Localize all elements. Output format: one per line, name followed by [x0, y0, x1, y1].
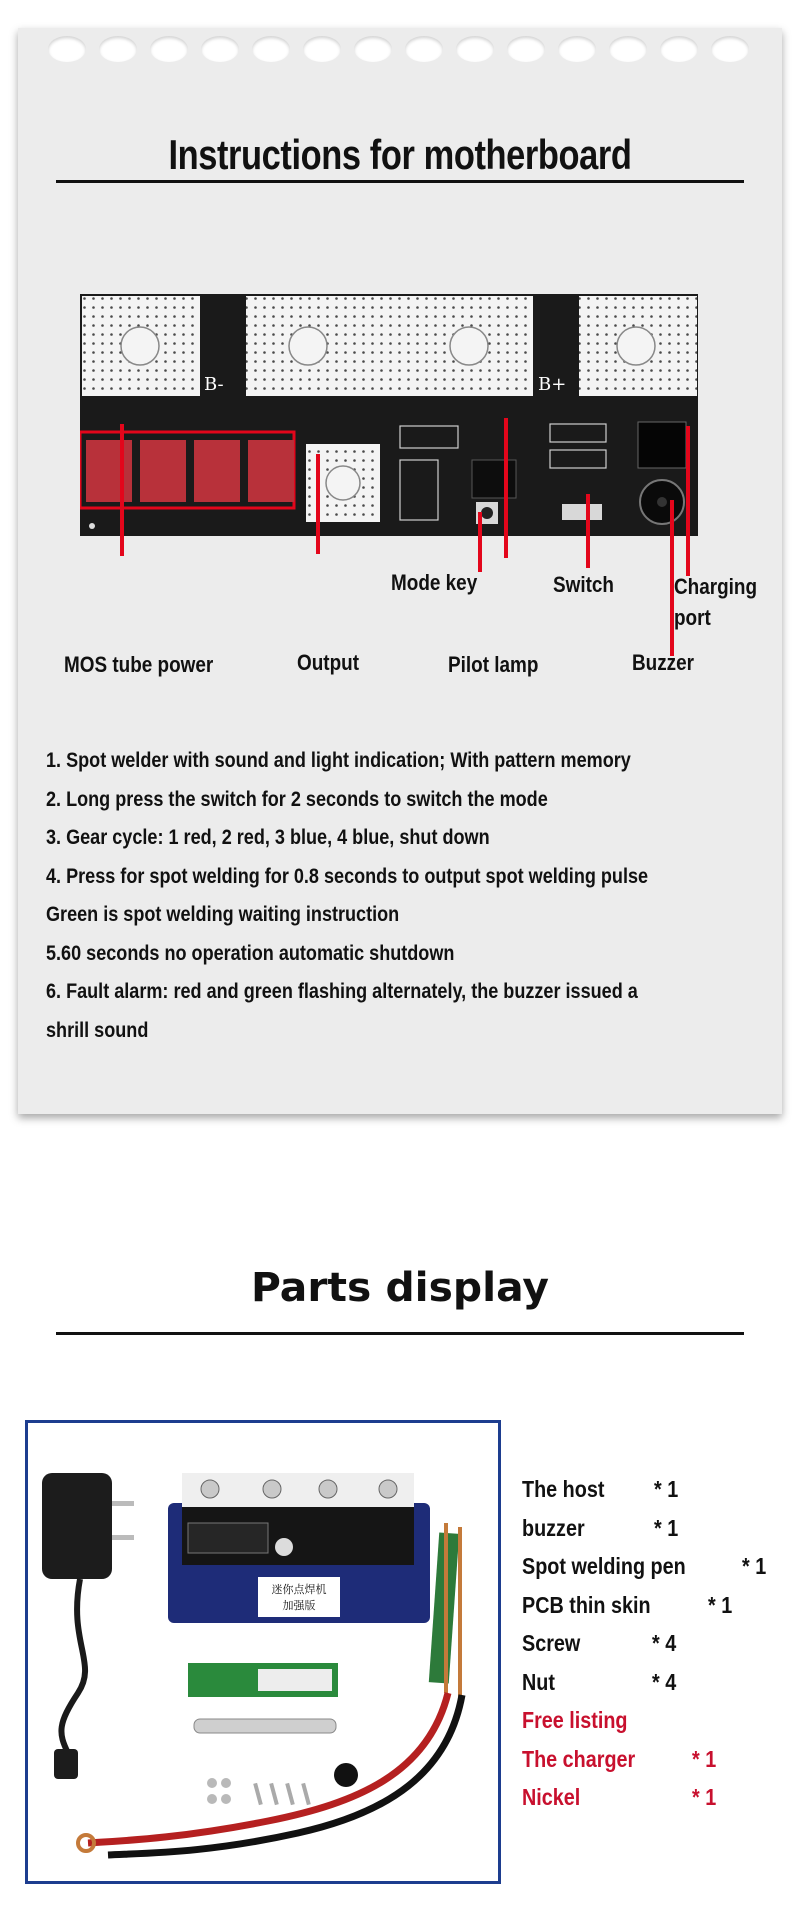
charging-port-label-line2: port [674, 605, 711, 630]
parts-photo [25, 1420, 501, 1884]
bag-label-line1: 迷你点焊机 [271, 1583, 327, 1596]
part-name: Nickel [522, 1784, 581, 1810]
binder-hole [150, 36, 188, 62]
charging-port-label-line1: Charging [674, 574, 758, 599]
b-plus-mark: B+ [538, 374, 567, 395]
screws-and-nuts-image [207, 1778, 311, 1805]
binder-hole [507, 36, 545, 62]
binder-holes [18, 36, 782, 66]
buzzer-label: Buzzer [632, 650, 695, 675]
motherboard-pcb-image [80, 294, 720, 540]
binder-hole [252, 36, 290, 62]
pilot-lamp-label: Pilot lamp [448, 652, 539, 677]
binder-hole [48, 36, 86, 62]
mos-tube-callout-line [120, 424, 124, 556]
part-item [522, 1784, 792, 1823]
binder-hole [609, 36, 647, 62]
bag-label-line2: 加强版 [282, 1599, 316, 1612]
host-board-image [168, 1473, 430, 1623]
buzzer-part-image [334, 1763, 358, 1787]
output-label: Output [297, 650, 360, 675]
part-qty: * 1 [692, 1745, 717, 1772]
charging-port-callout-line [686, 426, 690, 576]
parts-title-underline [56, 1332, 744, 1335]
part-item [522, 1515, 792, 1554]
note-line: 2. Long press the switch for 2 seconds to switch the mode [46, 787, 548, 811]
parts-display-title: Parts display [251, 1265, 549, 1311]
part-qty: * 4 [652, 1630, 677, 1656]
note-line: shrill sound [46, 1018, 149, 1042]
switch-callout-line [586, 494, 590, 568]
parts-list [522, 1476, 792, 1823]
output-callout-line [316, 454, 320, 554]
parts-photo-illustration [28, 1423, 498, 1881]
switch-label: Switch [553, 572, 614, 597]
binder-hole [405, 36, 443, 62]
binder-hole [99, 36, 137, 62]
part-item [522, 1553, 792, 1592]
charger-image [42, 1473, 134, 1779]
part-name: PCB thin skin [522, 1591, 651, 1618]
part-item [522, 1476, 792, 1515]
part-qty: * 1 [654, 1476, 679, 1502]
b-minus-mark: B- [204, 374, 224, 395]
part-qty: * 1 [742, 1553, 767, 1579]
part-name: Screw [522, 1630, 581, 1656]
binder-hole [660, 36, 698, 62]
binder-hole [711, 36, 749, 62]
binder-hole [456, 36, 494, 62]
binder-hole [354, 36, 392, 62]
part-name: Spot welding pen [522, 1553, 686, 1579]
part-qty: * 1 [708, 1591, 733, 1618]
note-line: 5.60 seconds no operation automatic shutdown [46, 941, 455, 965]
motherboard-instructions-card [18, 28, 782, 1114]
motherboard-title: Instructions for motherboard [168, 131, 632, 178]
part-qty: * 1 [654, 1514, 679, 1541]
part-item [522, 1669, 792, 1708]
note-line: 4. Press for spot welding for 0.8 seconds to output spot welding pulse [46, 864, 649, 888]
note-line: Green is spot welding waiting instruction [46, 903, 400, 926]
mode-key-label: Mode key [391, 570, 478, 595]
binder-hole [303, 36, 341, 62]
binder-hole [201, 36, 239, 62]
part-name: The host [522, 1476, 605, 1502]
pilot-lamp-callout-line [504, 418, 508, 558]
note-line: 1. Spot welder with sound and light indication; With pattern memory [46, 749, 631, 772]
part-item [522, 1707, 792, 1746]
note-line: 6. Fault alarm: red and green flashing alternately, the buzzer issued a [46, 980, 638, 1003]
title-underline [56, 180, 744, 183]
note-line: 3. Gear cycle: 1 red, 2 red, 3 blue, 4 blue, shut down [46, 826, 490, 849]
part-name: Free listing [522, 1707, 628, 1733]
part-item [522, 1592, 792, 1631]
mode-key-callout-line [478, 512, 482, 572]
mos-tube-power-label: MOS tube power [64, 652, 214, 677]
part-qty: * 4 [652, 1668, 677, 1695]
nickel-strip-image [194, 1719, 336, 1733]
binder-hole [558, 36, 596, 62]
part-name: Nut [522, 1668, 555, 1695]
part-item [522, 1630, 792, 1669]
part-qty: * 1 [692, 1784, 717, 1810]
part-name: The charger [522, 1745, 636, 1772]
instruction-notes [46, 742, 766, 1050]
part-item [522, 1746, 792, 1785]
part-name: buzzer [522, 1514, 585, 1541]
